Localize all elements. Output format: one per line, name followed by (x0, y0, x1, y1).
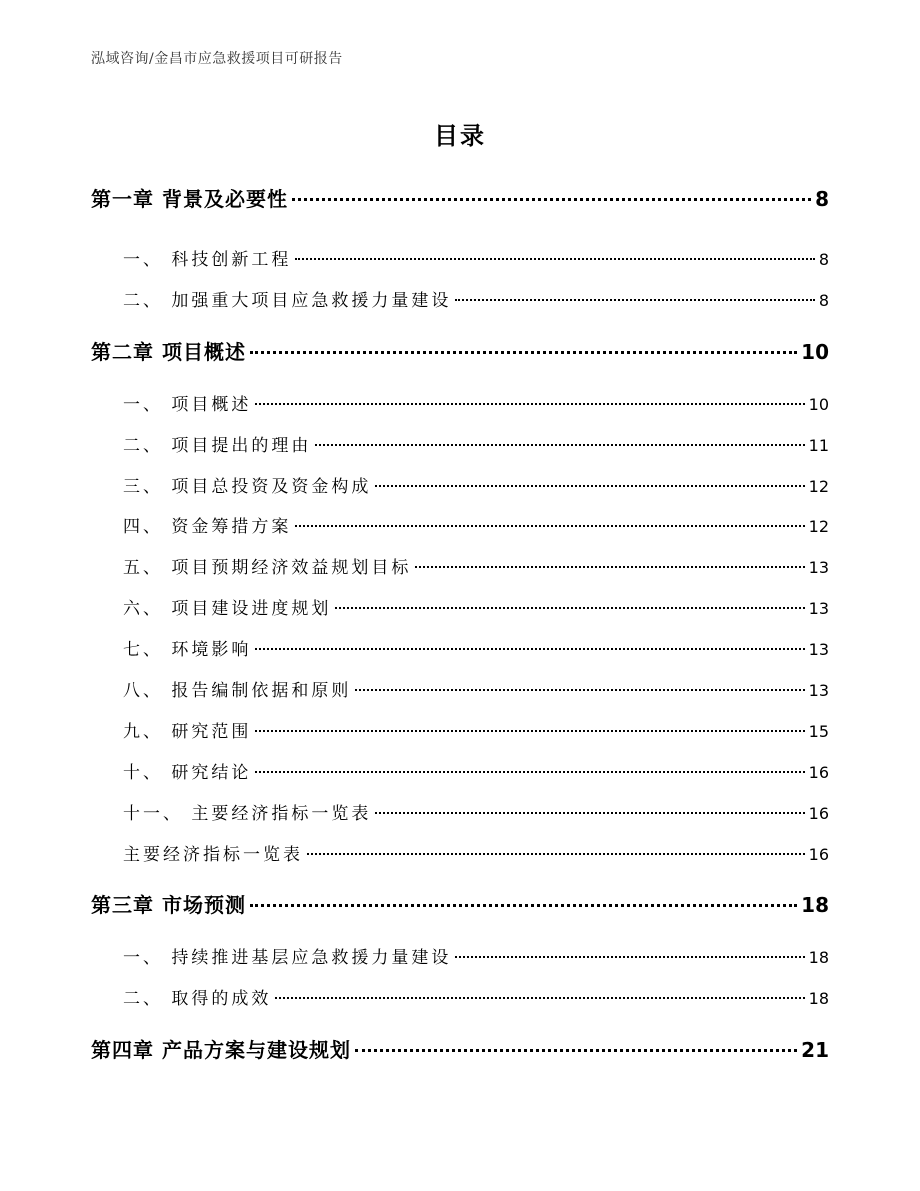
toc-leader-dots (455, 299, 814, 301)
toc-entry-page: 13 (808, 599, 829, 618)
toc-section[interactable] (123, 512, 829, 537)
toc-leader-dots (375, 485, 804, 487)
toc-section[interactable] (123, 758, 829, 783)
toc-chapter-2[interactable] (91, 336, 829, 365)
toc-leader-dots (255, 403, 804, 405)
toc-leader-dots (355, 1049, 797, 1052)
toc-entry-page: 10 (801, 340, 829, 364)
toc-entry-label: 第四章 产品方案与建设规划 (91, 1038, 351, 1062)
toc-entry-page: 16 (808, 845, 829, 864)
toc-section[interactable] (123, 245, 829, 270)
toc-entry-page: 8 (818, 250, 829, 269)
toc-entry-page: 12 (808, 517, 829, 536)
toc-chapter-4[interactable] (91, 1034, 829, 1063)
toc-leader-dots (255, 648, 804, 650)
toc-entry-label: 二、 取得的成效 (123, 989, 272, 1009)
toc-chapter-1[interactable] (91, 183, 829, 212)
toc-leader-dots (255, 730, 804, 732)
toc-leader-dots (250, 351, 797, 354)
page-header: 泓域咨询/金昌市应急救援项目可研报告 (91, 51, 343, 67)
toc-leader-dots (292, 198, 811, 201)
toc-leader-dots (255, 771, 804, 773)
toc-leader-dots (307, 853, 805, 855)
toc-entry-page: 15 (808, 722, 829, 741)
toc-section[interactable] (123, 390, 829, 415)
toc-entry-page: 21 (801, 1038, 829, 1062)
toc-leader-dots (335, 607, 804, 609)
toc-entry-page: 18 (801, 893, 829, 917)
toc-entry-page: 8 (818, 291, 829, 310)
toc-leader-dots (275, 997, 804, 999)
toc-entry-page: 13 (808, 640, 829, 659)
toc-entry-label: 第三章 市场预测 (91, 893, 246, 917)
toc-entry-label: 二、 加强重大项目应急救援力量建设 (123, 291, 452, 311)
toc-entry-page: 16 (808, 804, 829, 823)
toc-section[interactable] (123, 717, 829, 742)
toc-entry-label: 五、 项目预期经济效益规划目标 (123, 558, 412, 578)
toc-section[interactable] (123, 431, 829, 456)
toc-leader-dots (295, 258, 814, 260)
toc-entry-page: 8 (815, 187, 829, 211)
toc-leader-dots (415, 566, 804, 568)
toc-leader-dots (295, 525, 804, 527)
toc-entry-page: 12 (808, 477, 829, 496)
toc-entry-label: 四、 资金筹措方案 (123, 517, 292, 537)
toc-entry-label: 十、 研究结论 (123, 763, 252, 783)
toc-leader-dots (355, 689, 804, 691)
toc-leader-dots (375, 812, 804, 814)
toc-entry-label: 第一章 背景及必要性 (91, 187, 288, 211)
toc-entry-label: 三、 项目总投资及资金构成 (123, 477, 372, 497)
toc-entry-page: 13 (808, 558, 829, 577)
toc-entry-label: 九、 研究范围 (123, 722, 252, 742)
toc-section[interactable] (123, 472, 829, 497)
toc-leader-dots (455, 956, 804, 958)
toc-entry-page: 18 (808, 989, 829, 1008)
toc-entry-label: 一、 持续推进基层应急救援力量建设 (123, 948, 452, 968)
toc-section[interactable] (123, 553, 829, 578)
toc-section[interactable] (123, 943, 829, 968)
toc-leader-dots (250, 904, 797, 907)
toc-section[interactable] (123, 799, 829, 824)
toc-entry-label: 主要经济指标一览表 (123, 845, 303, 865)
toc-entry-label: 六、 项目建设进度规划 (123, 599, 332, 619)
toc-section[interactable] (123, 840, 829, 865)
toc-section[interactable] (123, 676, 829, 701)
toc-section[interactable] (123, 286, 829, 311)
toc-entry-label: 八、 报告编制依据和原则 (123, 681, 352, 701)
toc-chapter-3[interactable] (91, 889, 829, 918)
toc-entry-label: 第二章 项目概述 (91, 340, 246, 364)
toc-entry-label: 七、 环境影响 (123, 640, 252, 660)
toc-section[interactable] (123, 594, 829, 619)
toc-entry-label: 一、 项目概述 (123, 395, 252, 415)
toc-section[interactable] (123, 984, 829, 1009)
toc-entry-label: 一、 科技创新工程 (123, 250, 292, 270)
toc-entry-page: 13 (808, 681, 829, 700)
toc-entry-page: 11 (808, 436, 829, 455)
toc-entry-page: 10 (808, 395, 829, 414)
page-title: 目录 (434, 122, 486, 150)
toc-section[interactable] (123, 635, 829, 660)
toc-entry-label: 二、 项目提出的理由 (123, 436, 312, 456)
toc-entry-label: 十一、 主要经济指标一览表 (123, 804, 372, 824)
toc-entry-page: 18 (808, 948, 829, 967)
toc-leader-dots (315, 444, 804, 446)
toc-entry-page: 16 (808, 763, 829, 782)
